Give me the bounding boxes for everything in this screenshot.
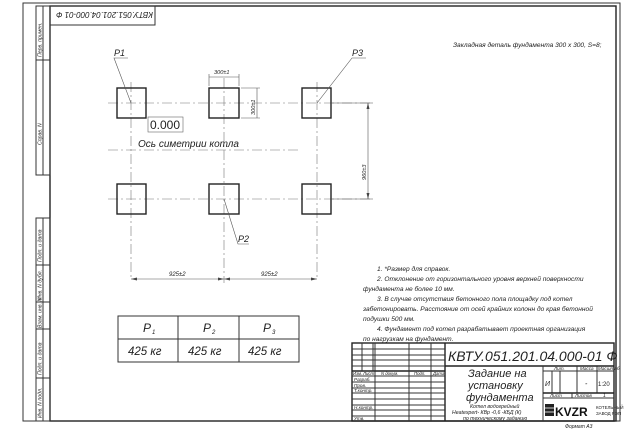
title-line-3: фундамента <box>466 392 534 404</box>
scale-label: Масштаб <box>598 366 620 371</box>
dim-square-height: 300±1 <box>251 99 257 115</box>
company-name-1: КОТЕЛЬНЫЙ <box>596 405 624 410</box>
title-block <box>352 343 624 422</box>
col-doc-no: N докум. <box>381 371 399 376</box>
role-tech-control: Т.контр. <box>354 388 373 393</box>
load-header-sub: 2 <box>212 330 216 336</box>
dim-row-spacing: 960±3 <box>362 164 368 180</box>
leader-p3: P3 <box>352 48 364 58</box>
col-sign: Подп. <box>414 371 426 376</box>
side-label-sign-date-2: Подп. и дата <box>37 342 44 375</box>
company-logo-text: KVZR <box>555 405 588 419</box>
side-label-orig-inv: Инв. N подл. <box>37 387 44 418</box>
side-label-first-use: Перв. примен. <box>37 22 44 57</box>
load-value-p2: 425 кг <box>188 346 222 358</box>
sheets-value: 1 <box>603 393 606 399</box>
role-developer: Разраб. <box>354 377 371 382</box>
mass-label: Масса <box>580 366 594 371</box>
side-label-dup-inv: Инв. N дубл. <box>37 269 44 300</box>
leader-p2: P2 <box>238 234 250 244</box>
note-2-cont: фундамента не более 10 мм. <box>363 286 455 293</box>
lit-label: Лит. <box>554 366 565 371</box>
arrow <box>218 278 224 281</box>
subtitle-line-3: по техническому заданию <box>463 416 528 422</box>
side-label-ref-no: Справ. N <box>37 123 44 145</box>
load-header-p2: P <box>203 321 212 335</box>
col-sheet: Лист <box>363 371 375 376</box>
load-value-p1: 425 кг <box>128 346 162 358</box>
arrow <box>311 278 317 281</box>
mass-value: - <box>585 381 588 388</box>
role-norm-control: Н.контр. <box>354 405 374 410</box>
sheets-label: Листов <box>575 393 592 398</box>
arrow <box>367 193 370 199</box>
load-value-p3: 425 кг <box>248 346 282 358</box>
leader-p1: P1 <box>114 48 126 58</box>
rotated-designation: КВТУ.051.201.04.000-01 Ф <box>56 10 153 19</box>
note-4-cont: по нагрузкам на фундамент. <box>363 336 454 343</box>
axis-label: Ось симетрии котла <box>138 139 239 150</box>
arrow <box>131 278 137 281</box>
center-lines <box>108 78 372 283</box>
dim-spacing-left: 925±2 <box>169 272 186 278</box>
load-header-p3: P <box>263 321 272 335</box>
side-label-sign-date: Подп. и дата <box>37 229 44 262</box>
note-1: 1. *Размер для справок. <box>377 266 451 273</box>
embedded-part-note: Закладная деталь фундамента 300 x 300, S=8; <box>453 42 602 49</box>
dim-spacing-right: 925±2 <box>261 272 278 278</box>
role-checker: Пров. <box>354 383 367 388</box>
note-3-cont: забетонировать. Расстояние от осей крайних колонн до края бетонной <box>363 306 593 313</box>
arrow <box>367 103 370 109</box>
note-3-cont2: подушки 500 мм. <box>363 316 415 323</box>
load-table <box>118 316 299 362</box>
col-change: Изм. <box>353 371 363 376</box>
load-header-sub: 1 <box>152 330 156 336</box>
scale-value: 1:20 <box>598 382 610 388</box>
dim-square-width: 300±1 <box>214 70 230 76</box>
dimensions <box>131 70 373 281</box>
arrow <box>224 278 230 281</box>
side-label-replace-inv: Взам. инв. N <box>37 297 44 328</box>
role-approved: Утв. <box>354 416 365 421</box>
title-line-1: Задание на <box>468 368 527 380</box>
title-designation: КВТУ.051.201.04.000-01 Ф <box>448 348 618 364</box>
note-2: 2. Отклонение от горизонтального уровня верхней поверхности <box>377 276 584 283</box>
lit-value: И <box>545 381 551 388</box>
level-mark: 0.000 <box>150 118 181 132</box>
company-logo <box>545 404 588 419</box>
company-name-2: ЗАВОД РЭП <box>596 411 622 416</box>
col-date: Дата <box>433 371 445 376</box>
subtitle-line-1: Котел водогрейный <box>470 404 520 410</box>
load-header-sub: 3 <box>272 330 276 336</box>
subtitle-line-2: Heatexpert- КВр -0,6 -КБД (К) <box>452 410 522 416</box>
note-3: 3. В случае отсутствия бетонного пола площадку под котел <box>377 296 573 303</box>
sheet-format: Формат А3 <box>565 424 593 430</box>
sheet-label: Лист <box>550 393 562 398</box>
load-header-p1: P <box>143 321 152 335</box>
note-4: 4. Фундамент под котел разрабатывает проектная организация <box>377 326 586 333</box>
title-line-2: установку <box>468 380 523 392</box>
side-strip <box>36 6 50 421</box>
